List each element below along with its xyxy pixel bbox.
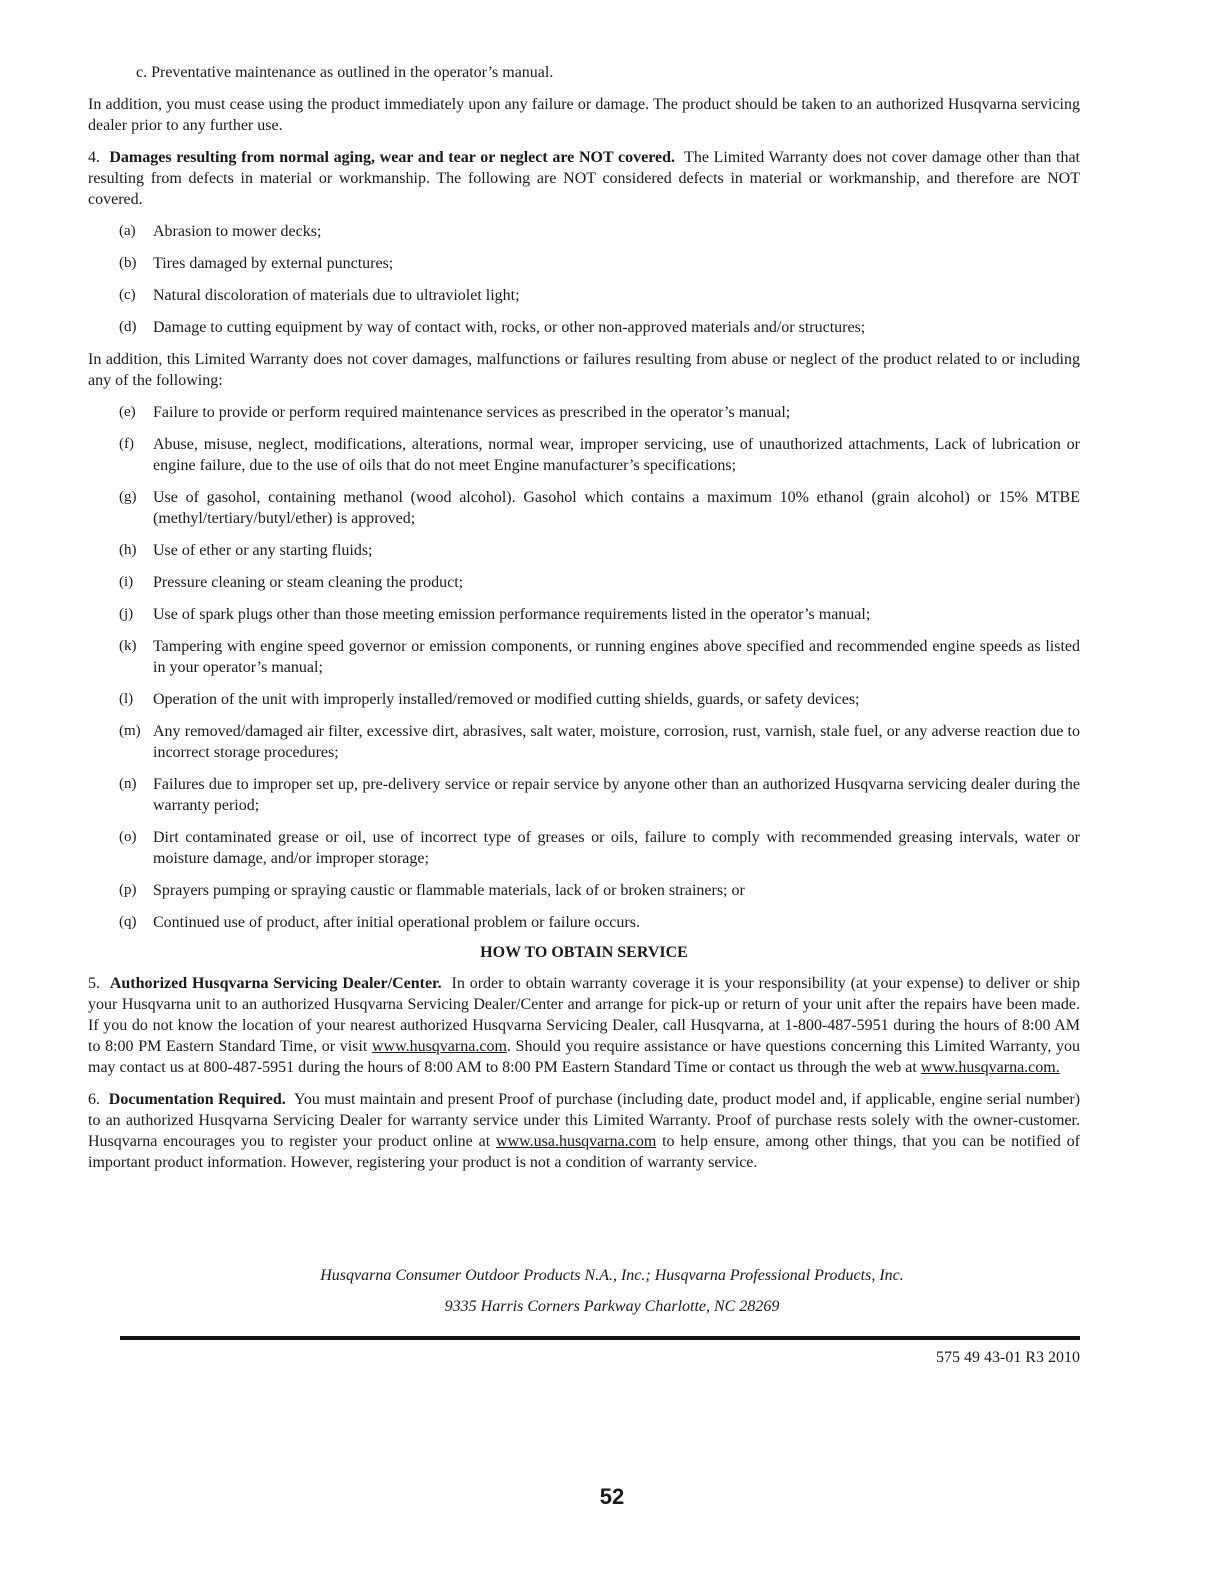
list-item-label: (k) <box>119 638 137 654</box>
section-5-body-1: In order to obtain warranty coverage it is your responsibility (at your expense) to deliver or ship your Husqvarna unit to an authorized Husqvarna Servicing Dealer/Center and arrange for pick-up or return of your unit after the repairs have been made. If you do not know the location of your nearest authorized Husqvarna Servicing Dealer, call Husqvarna, at 1-800-487-5951 during the hours of 8:00 AM to 8:00 PM Eastern Standard Time, or visit <box>88 975 1081 1055</box>
list-item-label: (b) <box>119 255 137 271</box>
husqvarna-link-1[interactable]: www.husqvarna.com <box>371 1038 507 1055</box>
list-item-text: Tampering with engine speed governor or emission components, or running engines above specified and recommended engine speeds as listed in your operator’s manual; <box>153 638 1080 676</box>
list-item <box>88 487 1080 529</box>
list-item-text: Abuse, misuse, neglect, modifications, alterations, normal wear, improper servicing, use of unauthorized attachments, Lack of lubrication or engine failure, due to the use of oils that do not meet Engine manufacturer’s specifications; <box>153 436 1080 474</box>
section-4-number: 4. <box>88 149 100 166</box>
section-5-body-2: . Should you require assistance or have questions concerning this Limited Warranty, you may contact us at 800-487-5951 during the hours of 8:00 AM to 8:00 PM Eastern Standard Time or contact us through the web at <box>88 1038 1081 1076</box>
list-item <box>88 221 1080 242</box>
list-item-text: Natural discoloration of materials due to ultraviolet light; <box>153 287 520 304</box>
list-item <box>88 880 1080 901</box>
footer-divider <box>120 1336 1080 1340</box>
section-6 <box>88 1089 1080 1173</box>
intro-paragraph: In addition, you must cease using the product immediately upon any failure or damage. The product should be taken to an authorized Husqvarna servicing dealer prior to any further use. <box>88 96 1080 134</box>
list-item <box>88 774 1080 816</box>
section-4-body: The Limited Warranty does not cover damage other than that resulting from defects in material or workmanship. The following are NOT considered defects in material or workmanship, and therefore are NOT covered. <box>88 149 1081 208</box>
list-item-label: (h) <box>119 542 137 558</box>
list-item-text: Use of spark plugs other than those meeting emission performance requirements listed in the operator’s manual; <box>153 606 871 623</box>
document-number: 575 49 43-01 R3 2010 <box>936 1349 1080 1366</box>
section-4 <box>88 147 1080 210</box>
section-6-title: Documentation Required. <box>108 1091 286 1108</box>
list-item-text: Abrasion to mower decks; <box>153 223 322 240</box>
list-item <box>88 540 1080 561</box>
list-item-label: (j) <box>119 606 134 622</box>
list-item-label: (a) <box>119 223 136 239</box>
list-item-label: (o) <box>119 829 137 845</box>
list-item-label: (n) <box>119 776 137 792</box>
footer-company: Husqvarna Consumer Outdoor Products N.A., Inc.; Husqvarna Professional Products, Inc. <box>320 1267 904 1284</box>
list-item <box>88 572 1080 593</box>
middle-paragraph: In addition, this Limited Warranty does not cover damages, malfunctions or failures resulting from abuse or neglect of the product related to or including any of the following: <box>88 351 1080 389</box>
list-item-text: Damage to cutting equipment by way of contact with, rocks, or other non-approved materials and/or structures; <box>153 319 866 336</box>
list-item-text: Failures due to improper set up, pre-delivery service or repair service by anyone other than an authorized Husqvarna servicing dealer during the warranty period; <box>153 776 1080 814</box>
list-item-text: Dirt contaminated grease or oil, use of incorrect type of greases or oils, failure to comply with recommended greasing intervals, water or moisture damage, and/or improper storage; <box>153 829 1080 867</box>
list-item-text: Tires damaged by external punctures; <box>153 255 394 272</box>
list-item-label: (q) <box>119 914 137 930</box>
list-item-text: Pressure cleaning or steam cleaning the product; <box>153 574 464 591</box>
list-item-label: (l) <box>119 691 134 707</box>
husqvarna-link-2[interactable]: www.husqvarna.com. <box>920 1059 1060 1076</box>
list-item <box>88 912 1080 933</box>
list-item <box>88 317 1080 338</box>
section-5 <box>88 973 1080 1078</box>
list-item <box>88 827 1080 869</box>
section-4-title: Damages resulting from normal aging, wear and tear or neglect are NOT covered. <box>109 149 676 166</box>
list-item-text: Any removed/damaged air filter, excessive dirt, abrasives, salt water, moisture, corrosion, rust, varnish, stale fuel, or any adverse reaction due to incorrect storage procedures; <box>153 723 1080 761</box>
list-item-text: Failure to provide or perform required maintenance services as prescribed in the operator’s manual; <box>153 404 791 421</box>
list-item-text: Operation of the unit with improperly installed/removed or modified cutting shields, guards, or safety devices; <box>153 691 860 708</box>
list-item-text: Sprayers pumping or spraying caustic or flammable materials, lack of or broken strainers; or <box>153 882 745 899</box>
list-item <box>88 721 1080 763</box>
section-5-number: 5. <box>88 975 100 992</box>
list-item-label: (e) <box>119 404 136 420</box>
footer-address: 9335 Harris Corners Parkway Charlotte, NC 28269 <box>444 1298 780 1315</box>
list-item-label: (c) <box>119 287 136 303</box>
list-item <box>88 636 1080 678</box>
list-item <box>88 604 1080 625</box>
section-5-title: Authorized Husqvarna Servicing Dealer/Center. <box>109 975 442 992</box>
section-heading: HOW TO OBTAIN SERVICE <box>480 944 688 961</box>
list-item-text: Use of gasohol, containing methanol (wood alcohol). Gasohol which contains a maximum 10% ethanol (grain alcohol) or 15% MTBE (methyl/tertiary/butyl/ether) is approved; <box>153 489 1080 527</box>
list-item <box>88 689 1080 710</box>
list-item-label: (f) <box>119 436 134 452</box>
intro-item-c: c. Preventative maintenance as outlined in the operator’s manual. <box>136 64 554 81</box>
list-item <box>88 253 1080 274</box>
page-number: 52 <box>599 1484 625 1509</box>
list-item <box>88 434 1080 476</box>
document-body <box>88 62 1080 1184</box>
list-item-label: (p) <box>119 882 137 898</box>
list-item-text: Use of ether or any starting fluids; <box>153 542 373 559</box>
exclusion-list-1 <box>88 221 1080 338</box>
section-6-body-1: You must maintain and present Proof of purchase (including date, product model and, if applicable, engine serial number) to an authorized Husqvarna Servicing Dealer for warranty service under this Limited Warranty. Proof of purchase rests solely with the owner-customer. Husqvarna encourages you to register your product online at <box>88 1091 1081 1150</box>
list-item-label: (d) <box>119 319 137 335</box>
usa-husqvarna-link[interactable]: www.usa.husqvarna.com <box>496 1133 657 1150</box>
list-item-text: Continued use of product, after initial operational problem or failure occurs. <box>153 914 640 931</box>
list-item <box>88 402 1080 423</box>
list-item-label: (m) <box>119 723 141 739</box>
section-6-body-2: to help ensure, among other things, that you can be notified of important product information. However, registering your product is not a condition of warranty service. <box>88 1133 1081 1171</box>
exclusion-list-2 <box>88 402 1080 933</box>
section-6-number: 6. <box>88 1091 100 1108</box>
list-item-label: (g) <box>119 489 137 505</box>
list-item-label: (i) <box>119 574 134 590</box>
list-item <box>88 285 1080 306</box>
